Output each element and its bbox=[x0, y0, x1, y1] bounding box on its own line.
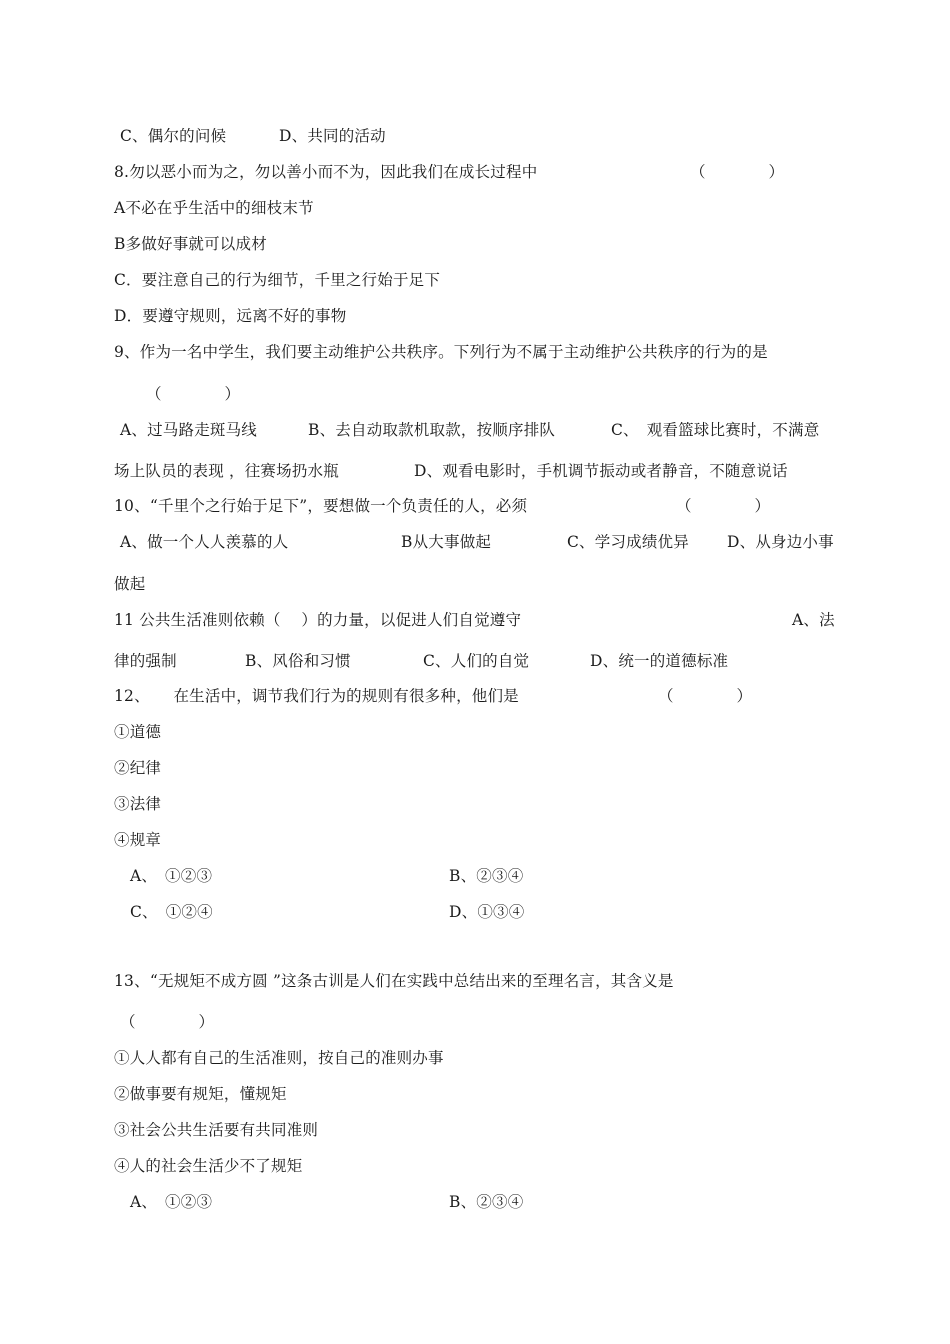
q10-option-c: C、学习成绩优异 bbox=[567, 533, 689, 551]
q10-option-b: B从大事做起 bbox=[401, 533, 492, 551]
q11-option-b: B、风俗和习惯 bbox=[245, 652, 351, 670]
q12-item-3: ③法律 bbox=[114, 795, 162, 813]
q8-stem: 8.勿以恶小而为之，勿以善小而不为，因此我们在成长过程中 bbox=[114, 163, 538, 181]
q10-stem: 10、“千里个之行始于足下”，要想做一个负责任的人，必须 bbox=[114, 497, 528, 515]
q11-stem: 11 公共生活准则依赖（ ）的力量，以促进人们自觉遵守 bbox=[114, 611, 522, 629]
q9-option-a: A、过马路走斑马线 bbox=[120, 421, 257, 439]
q12-item-1: ①道德 bbox=[114, 723, 162, 741]
q12-option-b: B、②③④ bbox=[449, 867, 524, 885]
q10-option-a: A、做一个人人羡慕的人 bbox=[120, 533, 289, 551]
q13-answer-bracket: （ ） bbox=[120, 1013, 215, 1031]
q13-item-1: ①人人都有自己的生活准则，按自己的准则办事 bbox=[114, 1049, 444, 1067]
q7-option-d: D、共同的活动 bbox=[279, 127, 386, 145]
q13-item-3: ③社会公共生活要有共同准则 bbox=[114, 1121, 319, 1139]
q13-stem: 13、“无规矩不成方圆 ”这条古训是人们在实践中总结出来的至理名言，其含义是 bbox=[114, 972, 674, 990]
q11-option-a: A、法 bbox=[792, 611, 835, 629]
q12-stem: 12、 在生活中，调节我们行为的规则有很多种，他们是 bbox=[114, 687, 519, 705]
q10-option-d: D、从身边小事 bbox=[727, 533, 834, 551]
q8-option-a: A不必在乎生活中的细枝末节 bbox=[114, 199, 314, 217]
q11-option-a-continued: 律的强制 bbox=[114, 652, 177, 670]
q8-option-c: C．要注意自己的行为细节，千里之行始于足下 bbox=[114, 271, 441, 289]
q13-item-2: ②做事要有规矩，懂规矩 bbox=[114, 1085, 287, 1103]
q12-option-a: A、 ①②③ bbox=[130, 867, 213, 885]
q12-option-c: C、 ①②④ bbox=[130, 903, 213, 921]
q13-item-4: ④人的社会生活少不了规矩 bbox=[114, 1157, 303, 1175]
q9-answer-bracket: （ ） bbox=[146, 385, 241, 403]
q9-option-c: C、 观看篮球比赛时，不满意 bbox=[611, 421, 820, 439]
q9-option-c-continued: 场上队员的表现 ，往赛场扔水瓶 bbox=[114, 462, 339, 480]
q12-answer-bracket: （ ） bbox=[658, 687, 753, 705]
q9-stem: 9、作为一名中学生，我们要主动维护公共秩序。下列行为不属于主动维护公共秩序的行为的是 bbox=[114, 343, 768, 361]
q11-option-d: D、统一的道德标准 bbox=[590, 652, 729, 670]
q9-option-d: D、观看电影时，手机调节振动或者静音，不随意说话 bbox=[414, 462, 788, 480]
q8-option-d: D．要遵守规则，远离不好的事物 bbox=[114, 307, 347, 325]
q12-item-2: ②纪律 bbox=[114, 759, 162, 777]
q12-option-d: D、①③④ bbox=[449, 903, 525, 921]
q10-answer-bracket: （ ） bbox=[676, 497, 771, 515]
q7-option-c: C、偶尔的问候 bbox=[120, 127, 227, 145]
q13-option-a: A、 ①②③ bbox=[130, 1193, 213, 1211]
q8-option-b: B多做好事就可以成材 bbox=[114, 235, 267, 253]
q11-option-c: C、人们的自觉 bbox=[423, 652, 530, 670]
q10-option-d-continued: 做起 bbox=[114, 575, 146, 593]
q12-item-4: ④规章 bbox=[114, 831, 162, 849]
q9-option-b: B、去自动取款机取款，按顺序排队 bbox=[308, 421, 556, 439]
q13-option-b: B、②③④ bbox=[449, 1193, 524, 1211]
q8-answer-bracket: （ ） bbox=[690, 163, 785, 181]
